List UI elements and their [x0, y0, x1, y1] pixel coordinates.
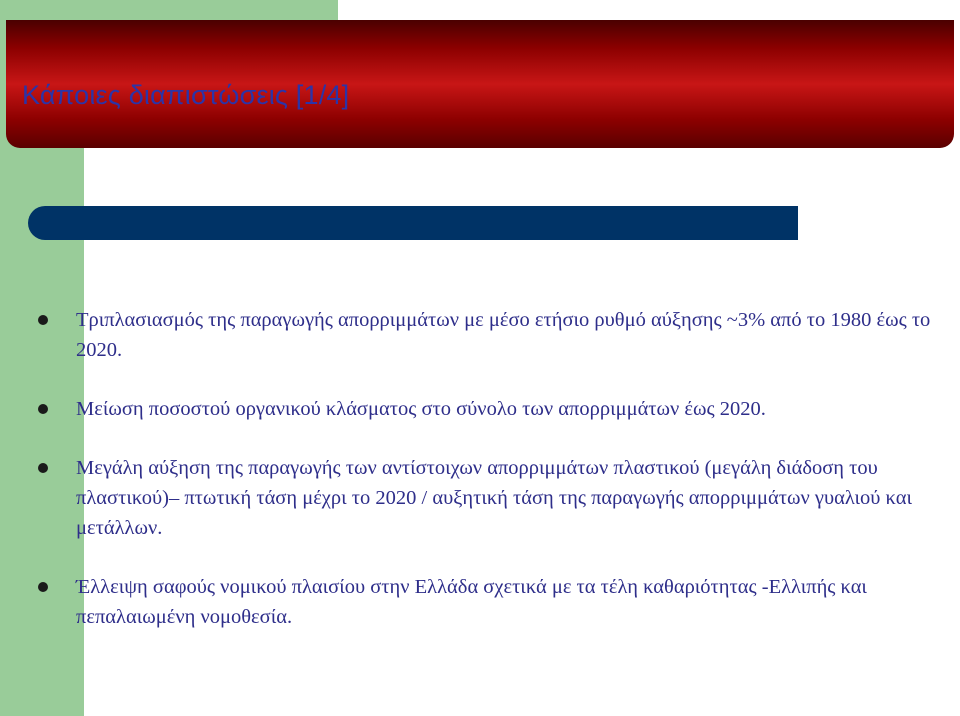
- bullet-dot-icon: [38, 463, 48, 473]
- bullet-text: Τριπλασιασμός της παραγωγής απορριμμάτων με μέσο ετήσιο ρυθμό αύξησης ~3% από το 1980 έως το 2020.: [76, 309, 931, 361]
- bullet-dot-icon: [38, 315, 48, 325]
- list-item: [38, 394, 938, 424]
- top-decoration-strip: [0, 0, 338, 22]
- accent-bar: [28, 206, 798, 240]
- bullet-text: Μείωση ποσοστού οργανικού κλάσματος στο σύνολο των απορριμμάτων έως 2020.: [76, 398, 766, 420]
- list-item: [38, 572, 938, 632]
- bullet-text: Έλλειψη σαφούς νομικού πλαισίου στην Ελλάδα σχετικά με τα τέλη καθαριότητας -Ελλιπής και πεπαλαιωμένη νομοθεσία.: [76, 576, 867, 628]
- title-banner: [6, 20, 954, 148]
- bullet-dot-icon: [38, 582, 48, 592]
- list-item: [38, 305, 938, 365]
- bullet-text: Μεγάλη αύξηση της παραγωγής των αντίστοιχων απορριμμάτων πλαστικού (μεγάλη διάδοση του πλαστικού)– πτωτική τάση μέχρι το 2020 / αυξητική τάση της παραγωγής απορριμμάτων γυαλιού και μετάλλων.: [76, 457, 912, 539]
- bullet-dot-icon: [38, 404, 48, 414]
- slide-title: Κάποιες διαπιστώσεις [1/4]: [22, 80, 350, 110]
- bullet-list: [38, 305, 938, 632]
- list-item: [38, 453, 938, 543]
